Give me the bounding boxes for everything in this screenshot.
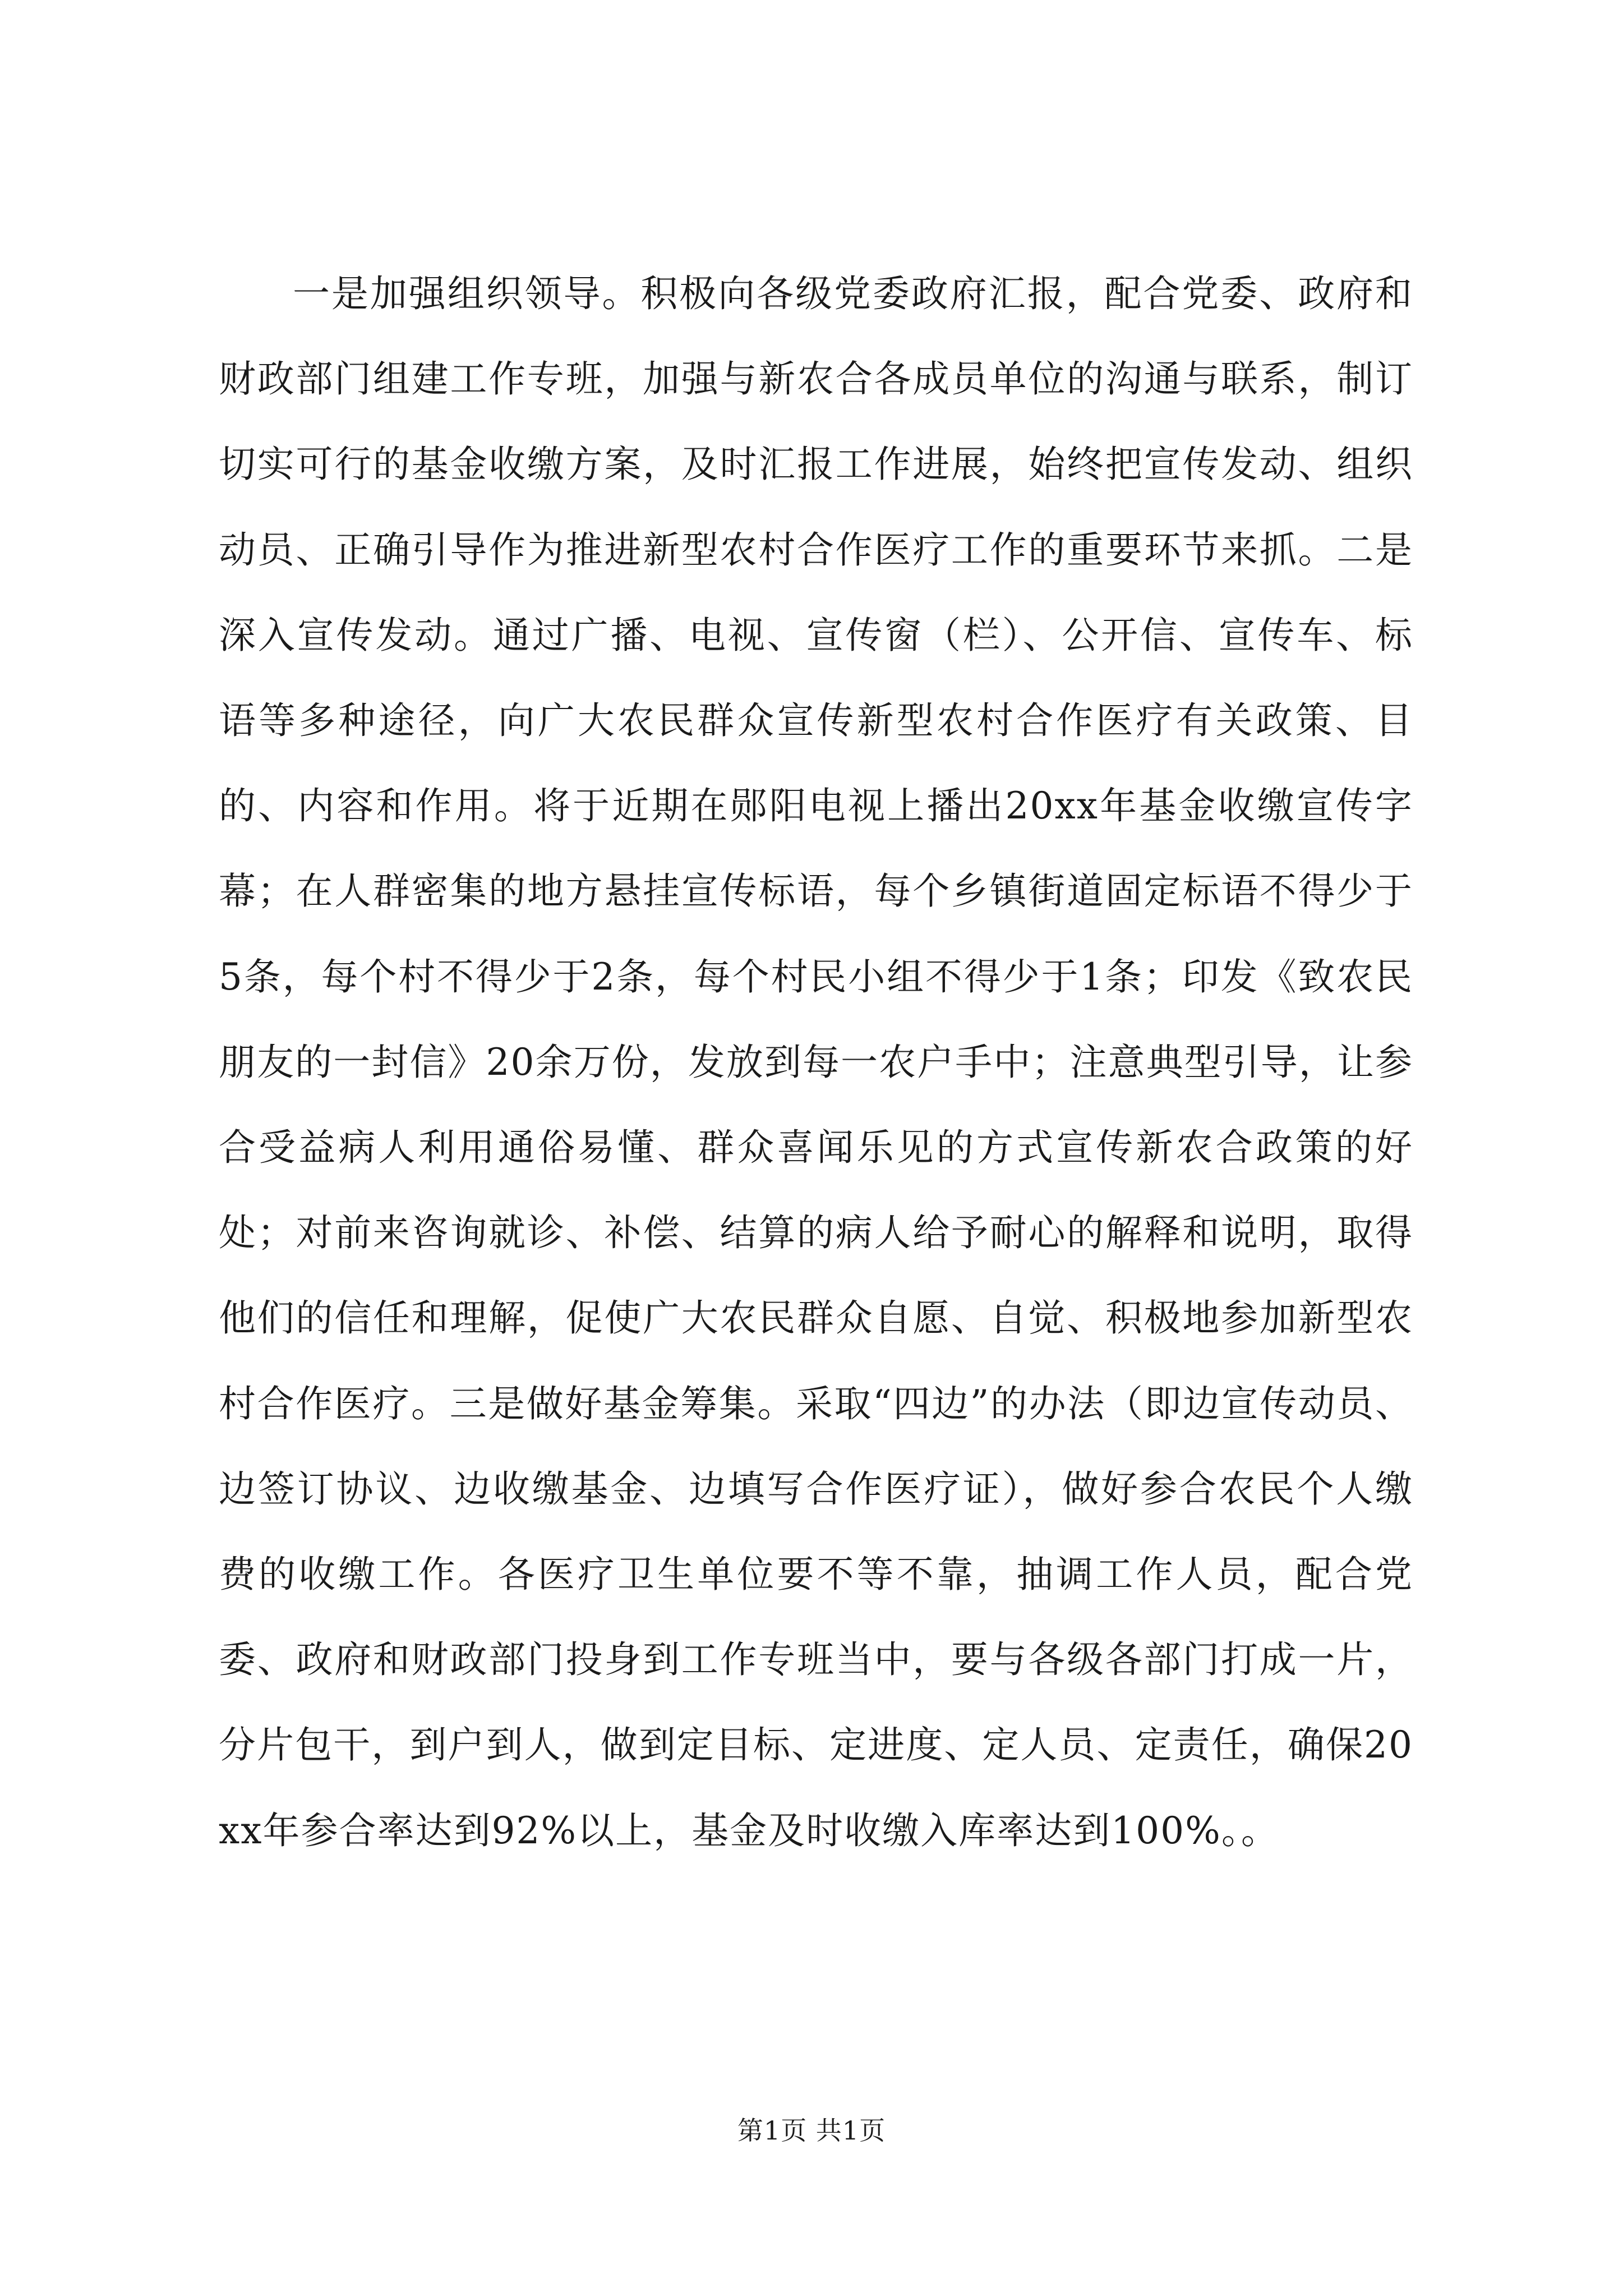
page-number-footer: 第1页 共1页 bbox=[737, 2115, 886, 2146]
body-paragraph: 一是加强组织领导。积极向各级党委政府汇报，配合党委、政府和财政部门组建工作专班，加强与新农合各成员单位的沟通与联系，制订切实可行的基金收缴方案，及时汇报工作进展，始终把宣传发动、组织动员、正确引导作为推进新型农村合作医疗工作的重要环节来抓。二是深入宣传发动。通过广播、电视、宣传窗（栏）、公开信、宣传车、标语等多种途径，向广大农民群众宣传新型农村合作医疗有关政策、目的、内容和作用。将于近期在郧阳电视上播出20xx年基金收缴宣传字幕；在人群密集的地方悬挂宣传标语，每个乡镇街道固定标语不得少于5条，每个村不得少于2条，每个村民小组不得少于1条；印发《致农民朋友的一封信》20余万份，发放到每一农户手中；注意典型引导，让参合受益病人利用通俗易懂、群众喜闻乐见的方式宣传新农合政策的好处；对前来咨询就诊、补偿、结算的病人给予耐心的解释和说明，取得他们的信任和理解，促使广大农民群众自愿、自觉、积极地参加新型农村合作医疗。三是做好基金筹集。采取“四边”的办法（即边宣传动员、边签订协议、边收缴基金、边填写合作医疗证），做好参合农民个人缴费的收缴工作。各医疗卫生单位要不等不靠，抽调工作人员，配合党委、政府和财政部门投身到工作专班当中，要与各级各部门打成一片，分片包干，到户到人，做到定目标、定进度、定人员、定责任，确保20xx年参合率达到92%以上，基金及时收缴入库率达到100%。。 bbox=[219, 272, 1413, 1852]
